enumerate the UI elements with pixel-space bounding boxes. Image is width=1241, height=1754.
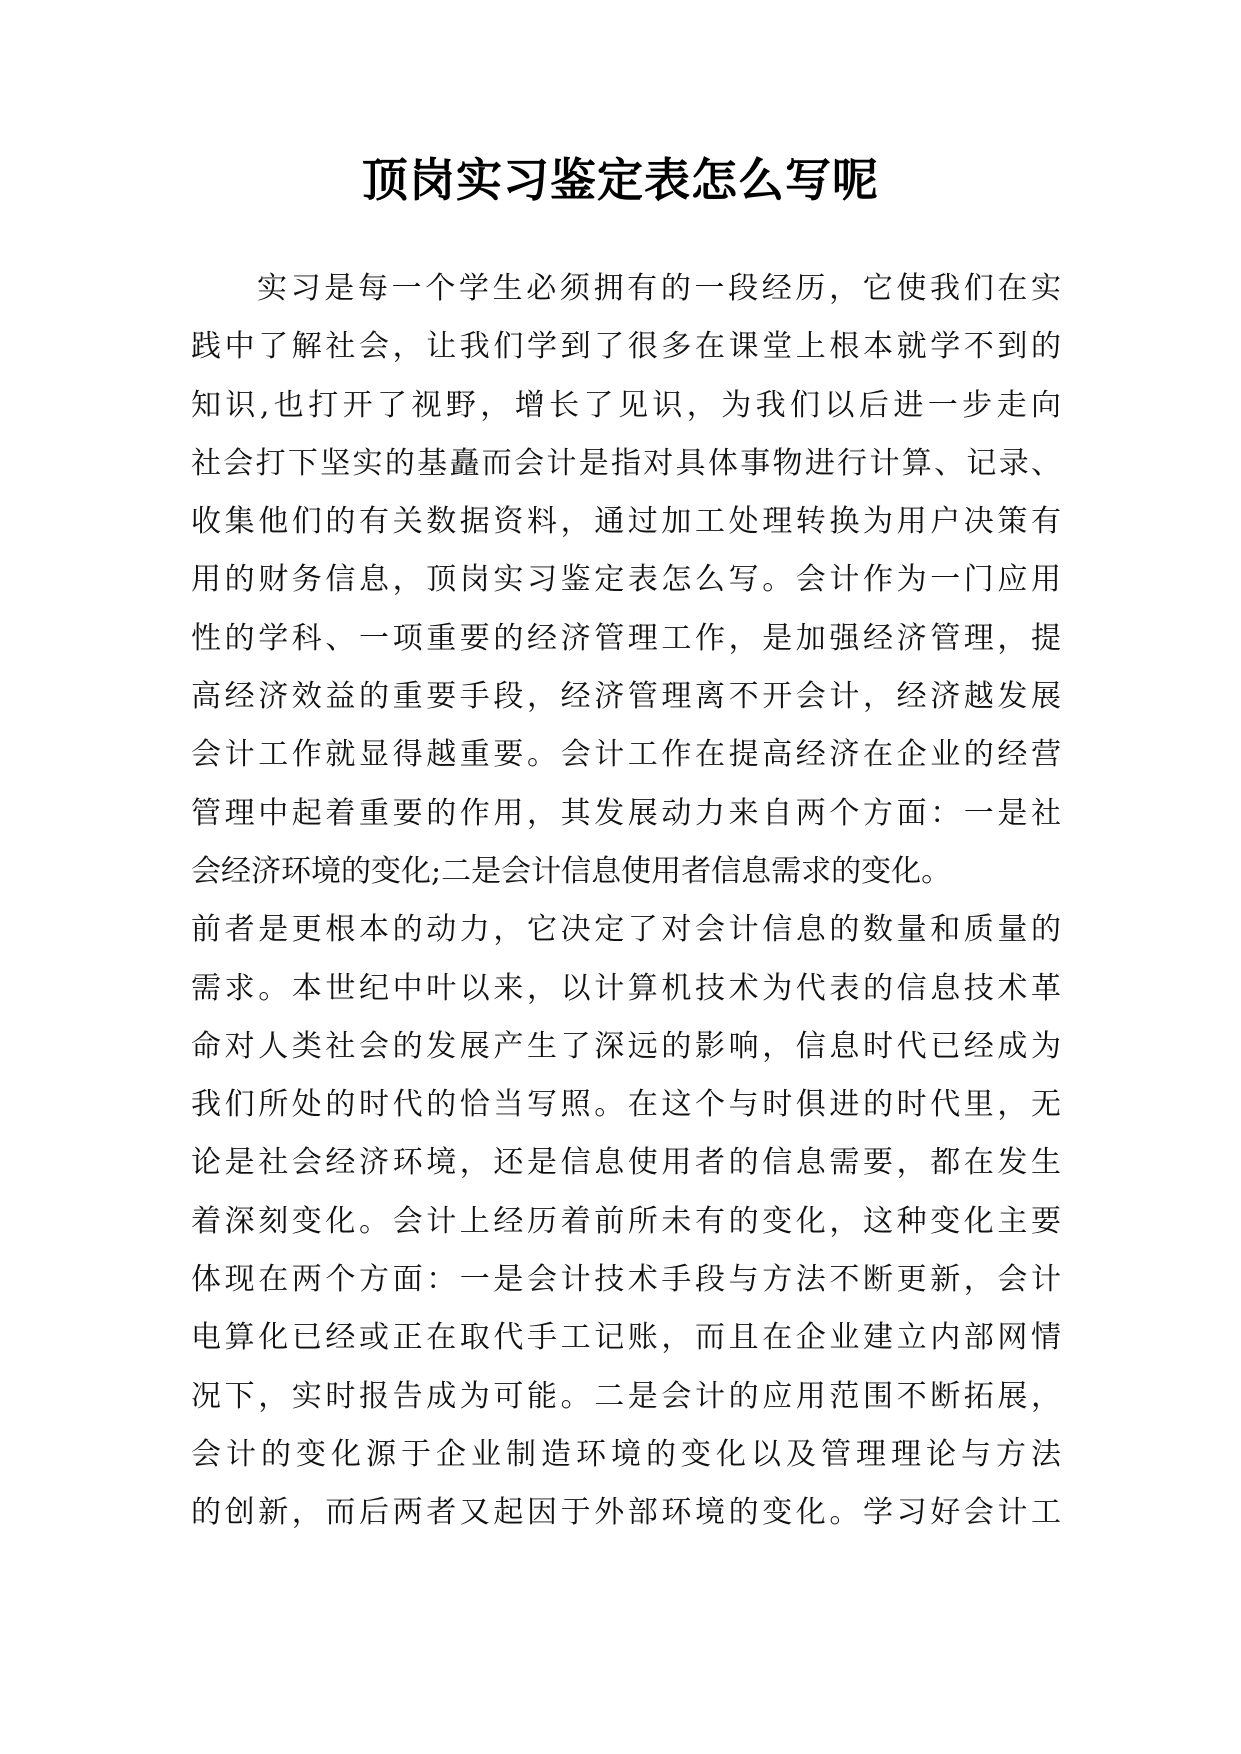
body-line: 收集他们的有关数据资料，通过加工处理转换为用户决策有 [191,504,1061,540]
body-line: 论是社会经济环境，还是信息使用者的信息需要，都在发生 [191,1145,1061,1181]
body-line: 实习是每一个学生必须拥有的一段经历，它使我们在实 [257,271,1061,306]
document-body [191,260,1061,1543]
body-line: 前者是更根本的动力，它决定了对会计信息的数量和质量的 [191,912,1061,948]
body-line: 我们所处的时代的恰当写照。在这个与时俱进的时代里，无 [191,1087,1061,1123]
document-title: 顶岗实习鉴定表怎么写呢 [362,153,879,207]
body-line: 会计工作就显得越重要。会计工作在提高经济在企业的经营 [191,737,1061,773]
body-line: 命对人类社会的发展产生了深远的影响，信息时代已经成为 [191,1028,1061,1064]
body-line: 电算化已经或正在取代手工记账，而且在企业建立内部网情 [191,1320,1061,1356]
body-line: 着深刻变化。会计上经历着前所未有的变化，这种变化主要 [191,1203,1061,1239]
body-line: 况下，实时报告成为可能。二是会计的应用范围不断拓展， [191,1378,1061,1414]
body-line: 践中了解社会，让我们学到了很多在课堂上根本就学不到的 [191,329,1061,365]
body-line: 性的学科、一项重要的经济管理工作，是加强经济管理，提 [191,620,1061,656]
body-line: 知识,也打开了视野，增长了见识，为我们以后进一步走向 [191,387,1061,423]
body-line: 用的财务信息，顶岗实习鉴定表怎么写。会计作为一门应用 [191,562,1061,598]
body-line: 需求。本世纪中叶以来，以计算机技术为代表的信息技术革 [191,970,1061,1006]
body-line: 高经济效益的重要手段，经济管理离不开会计，经济越发展 [191,679,1061,715]
body-line: 会计的变化源于企业制造环境的变化以及管理理论与方法 [191,1436,1061,1472]
body-line: 管理中起着重要的作用，其发展动力来自两个方面：一是社 [191,795,1061,831]
body-line: 社会打下坚实的基矗而会计是指对具体事物进行计算、记录、 [191,445,1061,481]
body-line: 会经济环境的变化;二是会计信息使用者信息需求的变化。 [191,853,952,889]
body-line: 体现在两个方面：一是会计技术手段与方法不断更新，会计 [191,1262,1061,1298]
body-line: 的创新，而后两者又起因于外部环境的变化。学习好会计工 [191,1495,1061,1531]
